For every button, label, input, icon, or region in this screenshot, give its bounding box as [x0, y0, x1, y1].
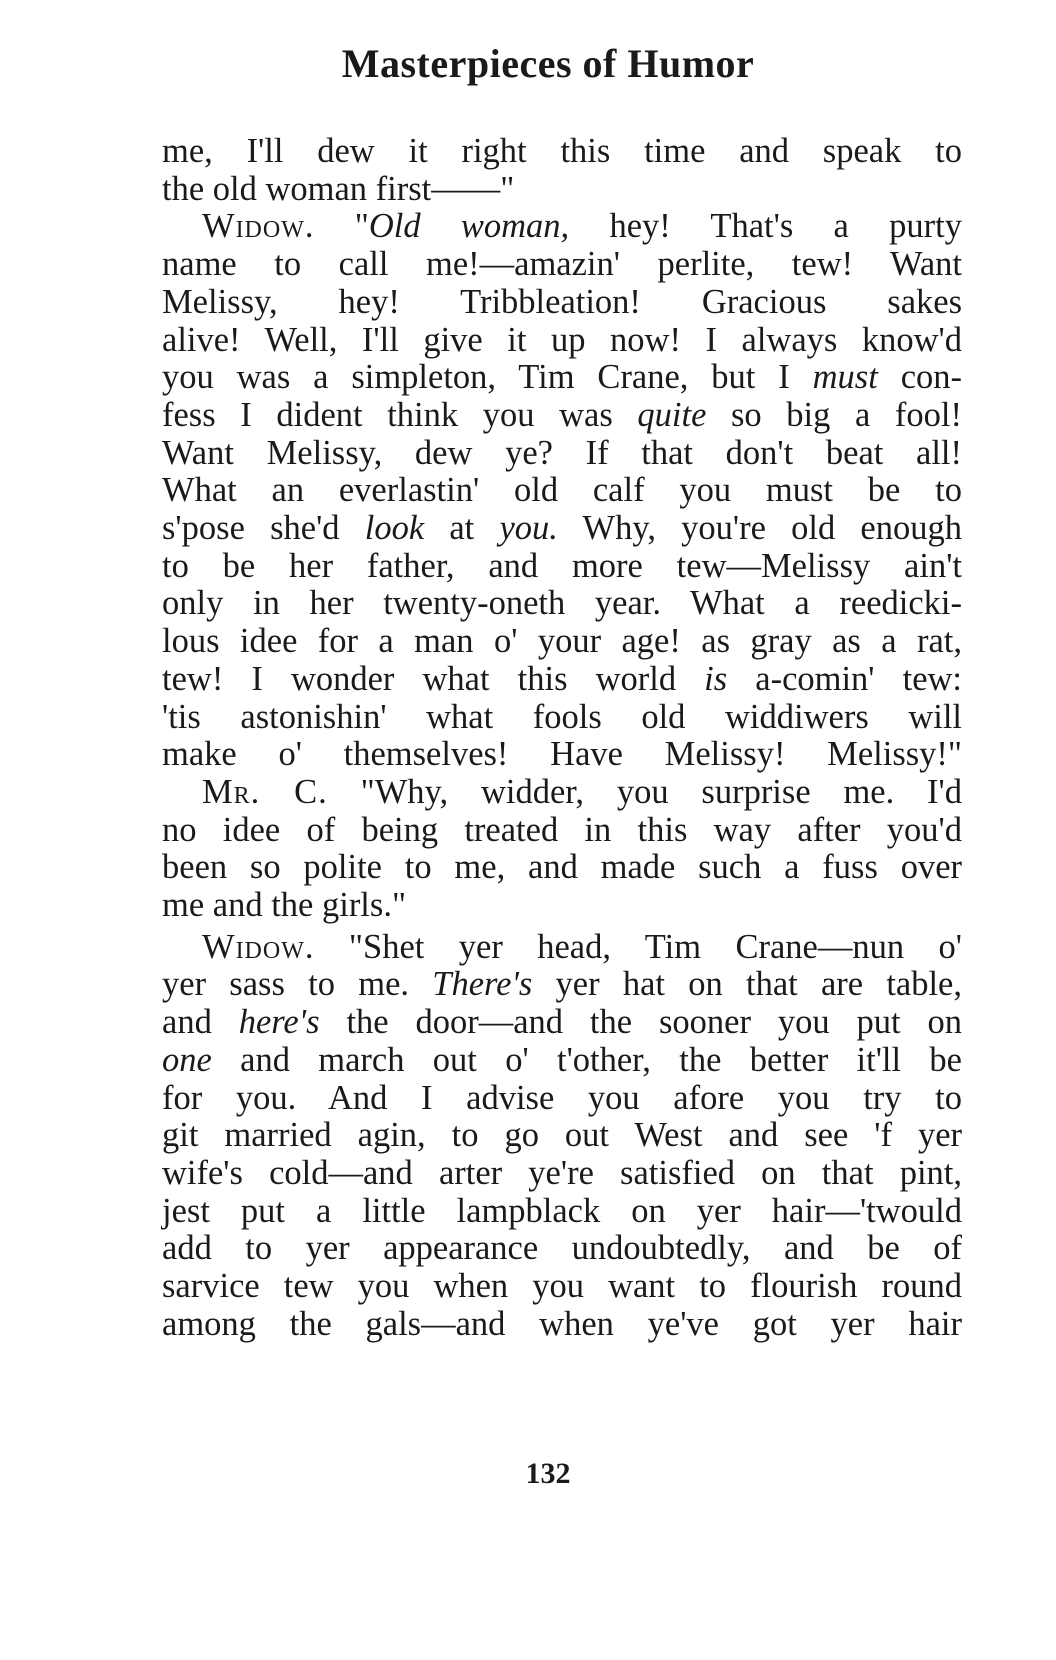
text-run: What an everlastin' old calf you must be to: [162, 471, 962, 510]
text-run: for you. And I advise you afore you try to: [162, 1078, 962, 1117]
italic-word: There's: [432, 965, 533, 1004]
text-line: [162, 1117, 962, 1155]
speaker-name: Widow.: [202, 927, 315, 966]
text-line: [162, 133, 962, 171]
text-run: Want Melissy, dew ye? If that don't beat all!: [162, 433, 962, 472]
italic-word: quite: [637, 395, 707, 434]
text-run: among the gals—and when ye've got yer hair: [162, 1304, 962, 1343]
text-run: so big a fool!: [706, 395, 962, 434]
text-line: [162, 472, 962, 510]
speaker-name: Widow.: [202, 207, 315, 246]
text-run: con-: [877, 358, 963, 397]
text-line: [162, 1268, 962, 1306]
running-title: Masterpieces of Humor: [341, 41, 755, 86]
text-line: [162, 661, 962, 699]
text-run: 'tis astonishin' what fools old widdiwers will: [162, 697, 962, 736]
text-line: [162, 1193, 962, 1231]
text-run: "Shet yer head, Tim Crane—nun o': [314, 927, 962, 966]
text-run: alive! Well, I'll give it up now! I always know'd: [162, 320, 962, 359]
text-run: add to yer appearance undoubtedly, and be of: [162, 1229, 962, 1268]
text-run: you was a simpleton, Tim Crane, but I: [162, 358, 813, 397]
text-line: [162, 1306, 962, 1344]
text-line: [162, 812, 962, 850]
text-run: me, I'll dew it right this time and speak to: [162, 132, 962, 170]
text-run: the door—and the sooner you put on: [319, 1003, 962, 1042]
text-run: Melissy, hey! Tribbleation! Gracious sakes: [162, 282, 962, 321]
text-run: yer hat on that are table,: [532, 965, 962, 1004]
text-run: the old woman first——": [162, 169, 515, 208]
text-line: [162, 284, 962, 322]
text-run: been so polite to me, and made such a fuss over: [162, 848, 962, 887]
text-run: a-comin' tew:: [727, 659, 963, 698]
text-run: tew! I wonder what this world: [162, 659, 705, 698]
italic-word: one: [162, 1040, 212, 1079]
text-run: git married agin, to go out West and see 'f yer: [162, 1116, 962, 1155]
text-line: [162, 699, 962, 737]
text-line: [162, 171, 962, 209]
italic-word: Old woman,: [368, 207, 570, 246]
text-line: [162, 510, 962, 548]
text-line: [162, 1004, 962, 1042]
italic-word: is: [704, 659, 728, 698]
text-run: wife's cold—and arter ye're satisfied on that pint,: [162, 1153, 962, 1192]
text-line: [162, 966, 962, 1004]
speaker-name: Mr. C.: [202, 772, 328, 811]
body-text: [162, 133, 962, 1344]
text-line: [162, 1080, 962, 1118]
text-line: [162, 623, 962, 661]
text-line: [162, 397, 962, 435]
text-run: s'pose she'd: [162, 509, 365, 548]
italic-word: must: [812, 358, 878, 397]
text-line: [162, 435, 962, 473]
text-run: sarvice tew you when you want to flourish round: [162, 1267, 962, 1306]
text-run: yer sass to me.: [162, 965, 433, 1004]
italic-word: you.: [499, 509, 558, 548]
text-run: lous idee for a man o' your age! as gray as a rat,: [162, 622, 962, 661]
text-line: [162, 929, 962, 967]
text-run: ": [314, 207, 369, 246]
text-line: [162, 548, 962, 586]
text-run: "Why, widder, you surprise me. I'd: [327, 772, 963, 811]
text-run: to be her father, and more tew—Melissy ain't: [162, 546, 962, 585]
page-number: 132: [525, 1457, 571, 1490]
text-run: no idee of being treated in this way after you'd: [162, 810, 962, 849]
text-line: [162, 246, 962, 284]
text-run: Why, you're old enough: [557, 509, 962, 548]
text-run: and march out o' t'other, the better it'll be: [211, 1040, 962, 1079]
text-line: [162, 887, 962, 925]
text-line: [162, 849, 962, 887]
text-run: name to call me!—amazin' perlite, tew! Want: [162, 245, 962, 284]
text-line: [162, 1230, 962, 1268]
italic-word: here's: [238, 1003, 320, 1042]
text-line: [162, 736, 962, 774]
text-run: me and the girls.": [162, 886, 407, 925]
text-run: and: [162, 1003, 239, 1042]
text-line: [162, 359, 962, 397]
text-run: jest put a little lampblack on yer hair—'twould: [162, 1191, 962, 1230]
text-line: [162, 322, 962, 360]
text-line: [162, 1155, 962, 1193]
text-run: at: [424, 509, 500, 548]
text-line: [162, 1042, 962, 1080]
text-run: hey! That's a purty: [569, 207, 962, 246]
text-line: [162, 774, 962, 812]
italic-word: look: [364, 509, 425, 548]
text-line: [162, 585, 962, 623]
text-run: make o' themselves! Have Melissy! Melissy!": [162, 735, 962, 774]
text-line: [162, 208, 962, 246]
text-run: only in her twenty-oneth year. What a reedicki-: [162, 584, 962, 623]
text-run: fess I dident think you was: [162, 395, 638, 434]
